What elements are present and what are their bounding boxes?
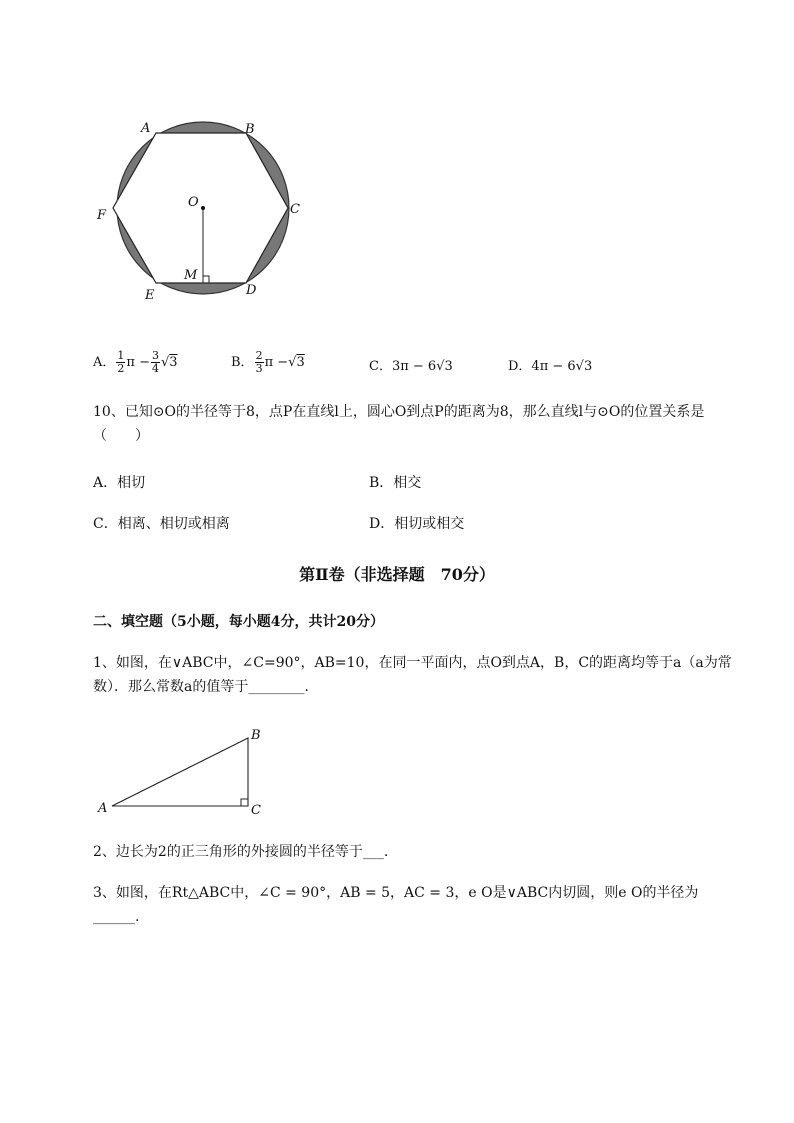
- q9-option-a[interactable]: A． $\frac{1}{2}$ π − $\frac{3}{4}$ √3: [93, 349, 178, 375]
- label-M: M: [184, 268, 198, 283]
- label-D: D: [246, 283, 257, 298]
- part2-title: 第Ⅱ卷（非选择题 70分）: [299, 565, 495, 584]
- q9-option-d[interactable]: D．4π − 6√3: [508, 359, 593, 374]
- q9-option-c[interactable]: C．3π − 6√3: [369, 359, 453, 374]
- label-A: A: [141, 121, 151, 136]
- label-O: O: [188, 195, 199, 210]
- right-angle-mark-c: [241, 799, 248, 806]
- q9-option-b[interactable]: B． $\frac{2}{3}$ π −√3: [231, 349, 305, 375]
- triangle-abc: [112, 738, 248, 806]
- right-triangle-diagram: [93, 725, 273, 820]
- fill1-text: 1、如图，在∨ABC中，∠C=90°，AB=10，在同一平面内，点O到点A，B，C的距离均等于a（a为常数）．那么常数a的值等于________.: [93, 655, 732, 695]
- label-E: E: [145, 288, 155, 303]
- q10-option-b[interactable]: B．相交: [369, 475, 422, 491]
- label-A: A: [98, 801, 108, 816]
- fill2-text: 2、边长为2的正三角形的外接圆的半径等于___.: [93, 844, 389, 860]
- label-C: C: [290, 202, 300, 217]
- q10-stem: 10、已知⊙O的半径等于8，点P在直线l上，圆心O到点P的距离为8，那么直线l与⊙O的位置关系是（ ）: [93, 404, 705, 444]
- label-B: B: [245, 122, 255, 137]
- label-B: B: [251, 728, 261, 743]
- section2-title: 二、填空题（5小题，每小题4分，共计20分）: [93, 614, 384, 630]
- q10-option-d[interactable]: D．相切或相交: [369, 516, 465, 532]
- label-F: F: [97, 208, 107, 223]
- hexagon-circle-diagram: [90, 115, 310, 310]
- q10-option-c[interactable]: C．相离、相切或相离: [93, 516, 230, 532]
- label-C: C: [251, 803, 261, 818]
- q10-option-a[interactable]: A．相切: [93, 475, 146, 491]
- fill3-text: 3、如图，在Rt△ABC中，∠C = 90°，AB = 5，AC = 3，e O是∨ABC内切圆，则e O的半径为______.: [93, 885, 699, 925]
- center-point: [201, 206, 205, 210]
